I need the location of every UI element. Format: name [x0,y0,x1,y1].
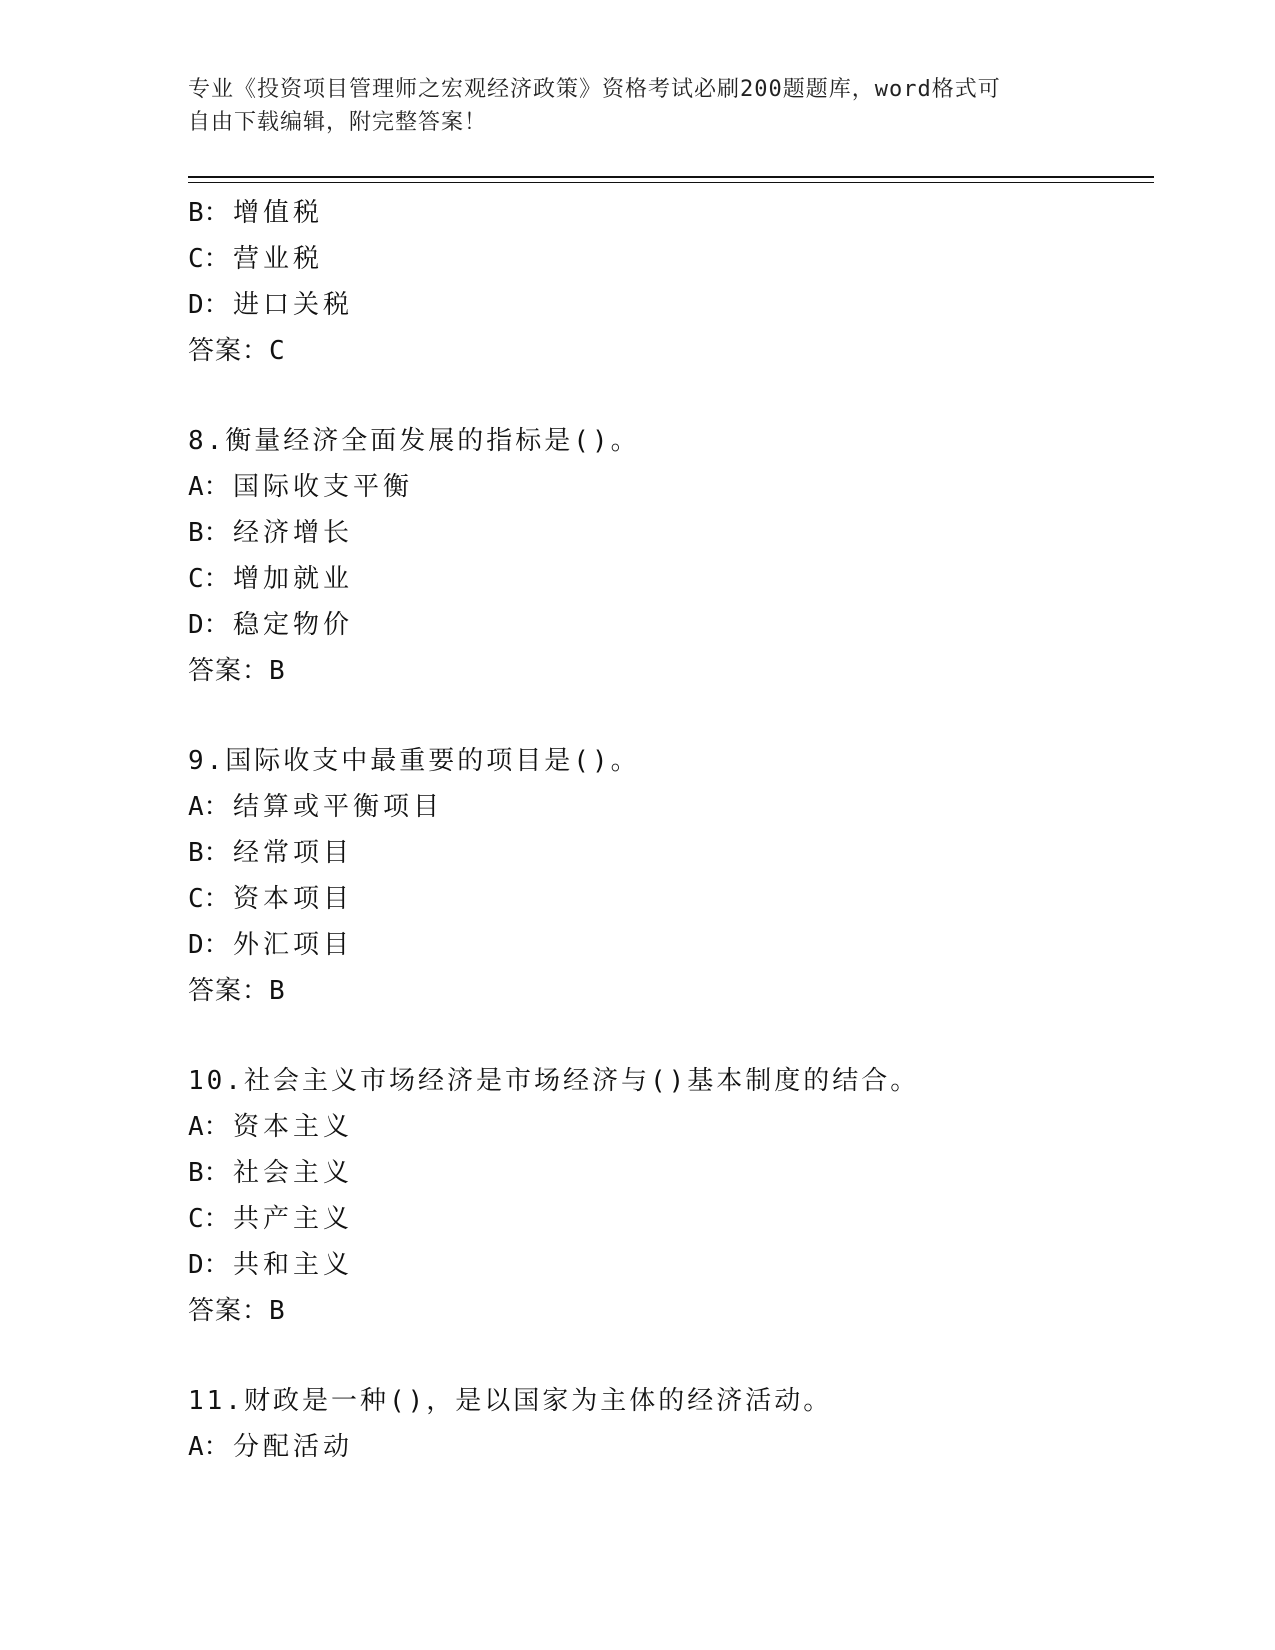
question-block [188,738,1154,1014]
option-d [188,1242,1154,1288]
option-text: 营业税 [233,244,324,274]
option-b [188,190,1154,236]
option-key: C： [188,564,230,594]
option-key: A： [188,1432,230,1462]
option-key: B： [188,1158,230,1188]
option-key: B： [188,838,230,868]
option-text: 进口关税 [233,290,354,320]
option-text: 国际收支平衡 [233,472,414,502]
option-a [188,784,1154,830]
question-list [188,190,1154,1470]
option-key: D： [188,290,230,320]
option-b [188,510,1154,556]
option-text: 资本主义 [233,1112,354,1142]
option-key: A： [188,1112,230,1142]
option-d [188,602,1154,648]
option-text: 结算或平衡项目 [233,792,444,822]
option-text: 增加就业 [233,564,354,594]
answer: 答案：B [188,976,286,1006]
option-key: C： [188,884,230,914]
option-c [188,876,1154,922]
option-key: B： [188,198,230,228]
option-text: 共产主义 [233,1204,354,1234]
question-block [188,1378,1154,1470]
option-key: D： [188,930,230,960]
header-line-2: 自由下载编辑，附完整答案！ [188,110,488,135]
option-text: 分配活动 [233,1432,354,1462]
option-key: D： [188,610,230,640]
option-c [188,236,1154,282]
option-c [188,1196,1154,1242]
option-a [188,1104,1154,1150]
question-text: 10.社会主义市场经济是市场经济与()基本制度的结合。 [188,1066,920,1096]
answer: 答案：B [188,656,286,686]
option-key: B： [188,518,230,548]
option-key: C： [188,1204,230,1234]
option-d [188,282,1154,328]
answer: 答案：C [188,336,286,366]
option-key: A： [188,472,230,502]
header-divider-thick [188,176,1154,178]
option-d [188,922,1154,968]
question-block [188,190,1154,374]
option-text: 增值税 [233,198,324,228]
option-key: C： [188,244,230,274]
option-text: 资本项目 [233,884,354,914]
question-text: 8.衡量经济全面发展的指标是()。 [188,426,640,456]
option-c [188,556,1154,602]
option-text: 经常项目 [233,838,354,868]
option-a [188,464,1154,510]
option-text: 稳定物价 [233,610,354,640]
option-a [188,1424,1154,1470]
option-text: 社会主义 [233,1158,354,1188]
option-text: 外汇项目 [233,930,354,960]
option-text: 共和主义 [233,1250,354,1280]
option-b [188,1150,1154,1196]
document-header [188,73,1068,139]
header-line-1: 专业《投资项目管理师之宏观经济政策》资格考试必刷200题题库，word格式可 [188,77,1001,102]
option-b [188,830,1154,876]
question-text: 11.财政是一种()，是以国家为主体的经济活动。 [188,1386,833,1416]
header-divider-thin [188,182,1154,183]
question-block [188,418,1154,694]
answer: 答案：B [188,1296,286,1326]
option-key: A： [188,792,230,822]
option-key: D： [188,1250,230,1280]
question-text: 9.国际收支中最重要的项目是()。 [188,746,640,776]
option-text: 经济增长 [233,518,354,548]
question-block [188,1058,1154,1334]
